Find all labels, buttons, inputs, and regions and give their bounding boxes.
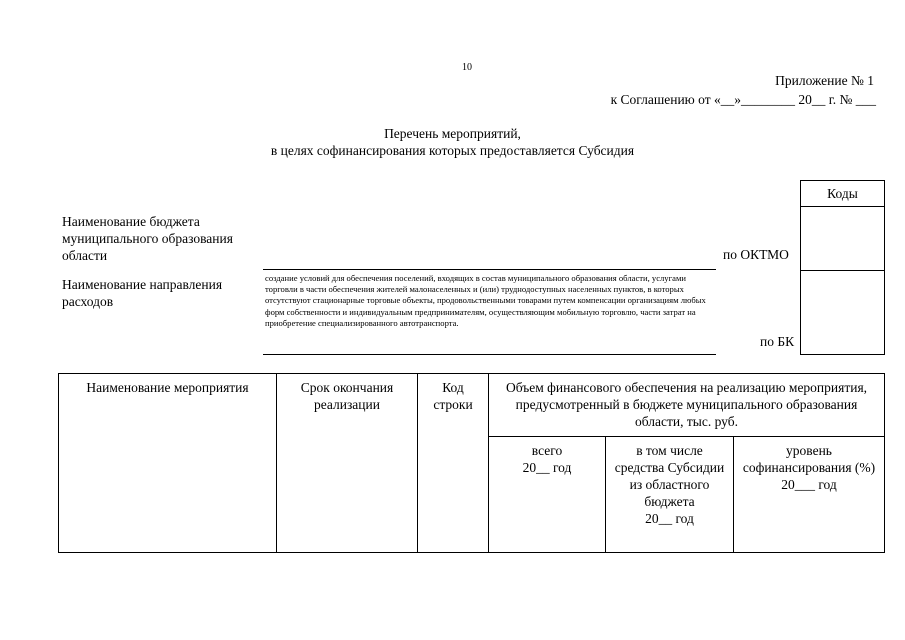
direction-underline-bottom	[263, 354, 716, 355]
header-activity-name: Наименование мероприятия	[59, 374, 277, 553]
direction-value: создание условий для обеспечения поселений, входящих в состав муниципального образования области, услугами торговли в части обеспечения жителей малонаселенных и (или) труднодоступных населенных пунктов, в которых отсутствуют стационарные торговые объекты, продовольственными товарами путем компенсации организациям любых форм собственности и индивидуальным предпринимателям, осуществляющим мобильную торговлю, части затрат на приобретение специализированного автотранспорта.	[265, 273, 706, 328]
activities-table	[58, 373, 885, 553]
subheader-total: всего 20__ год	[489, 437, 606, 553]
bk-label: по БК	[760, 334, 795, 349]
subheader-cofinancing-level: уровень софинансирования (%) 20___ год	[734, 437, 885, 553]
subheader-subsidy: в том числе средства Субсидии из областного бюджета 20__ год	[606, 437, 734, 553]
header-funding-volume: Объем финансового обеспечения на реализацию мероприятия, предусмотренный в бюджете муниципального образования области, тыс. руб.	[489, 374, 885, 437]
oktmo-code-cell	[801, 207, 884, 271]
codes-box	[800, 180, 885, 355]
header-deadline: Срок окончания реализации	[277, 374, 418, 553]
agreement-reference: к Соглашению от «__»________ 20__ г. № ___	[610, 92, 876, 107]
header-row-code: Код строки	[418, 374, 489, 553]
title-line-1: Перечень мероприятий,	[384, 126, 521, 141]
direction-underline-top	[263, 269, 716, 270]
title-line-2: в целях софинансирования которых предоставляется Субсидия	[270, 143, 635, 158]
page-number: 10	[462, 62, 472, 73]
table-header-row	[59, 374, 885, 437]
appendix-label: Приложение № 1	[775, 73, 874, 88]
document-title	[0, 125, 905, 159]
budget-name-label: Наименование бюджета муниципального образования области	[62, 214, 233, 263]
oktmo-label: по ОКТМО	[723, 247, 789, 262]
codes-header: Коды	[801, 181, 884, 207]
direction-name-label: Наименование направления расходов	[62, 277, 223, 309]
